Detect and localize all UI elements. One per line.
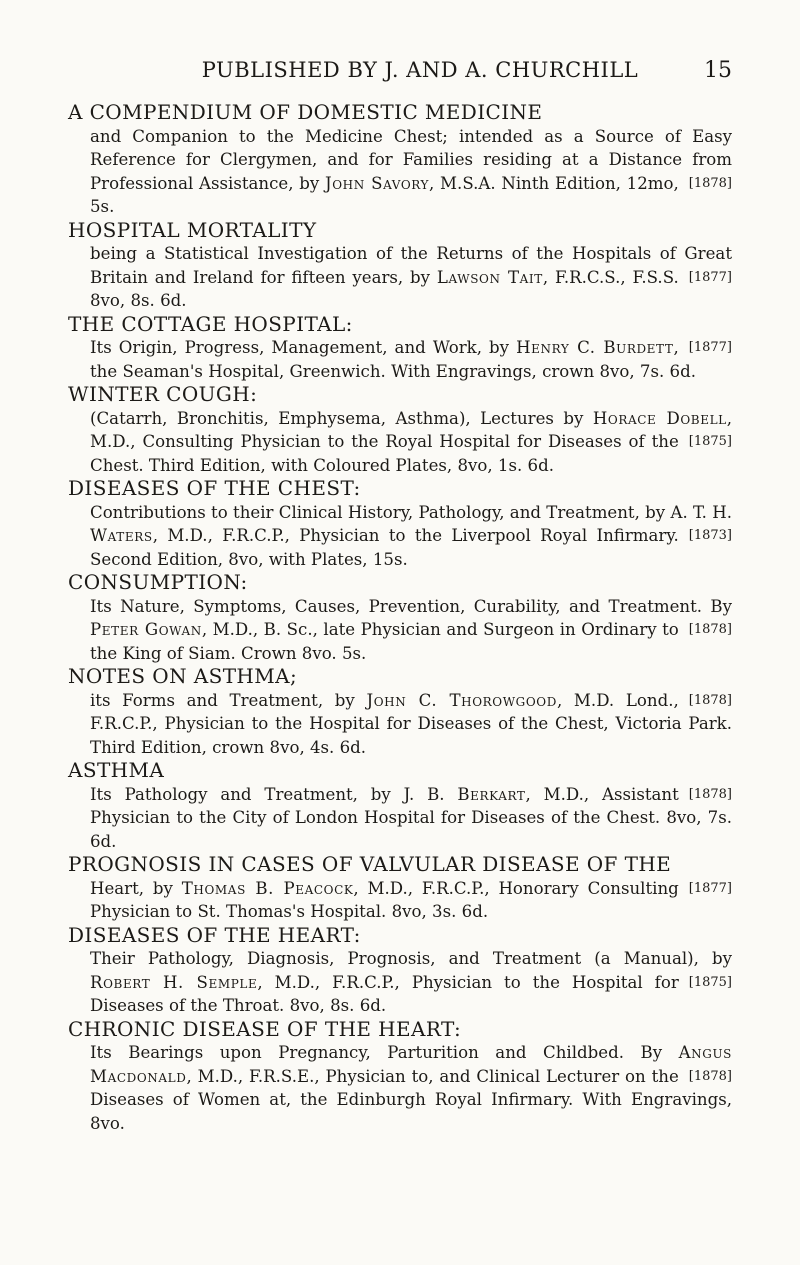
- entry-text: , M.S.A. Ninth Edition, 12mo, 5s.: [90, 173, 679, 216]
- entry-body: [90, 783, 732, 854]
- catalogue-entry: [68, 1018, 732, 1136]
- catalogue-entry: [68, 219, 732, 313]
- entry-year: [1875]: [688, 434, 732, 449]
- entry-title: ASTHMA: [68, 758, 165, 782]
- entry-title: A COMPENDIUM OF DOMESTIC MEDICINE: [68, 100, 543, 124]
- entry-text: Its Pathology and Treatment, by J. B.: [90, 784, 458, 804]
- entry-text: , M.D., F.R.C.P., Physician to the Hospital for Diseases of the Throat. 8vo, 8s. 6d.: [90, 972, 679, 1015]
- entry-title: NOTES ON ASTHMA;: [68, 664, 298, 688]
- entry-text: , M.D., Assistant Physician to the City of London Hospital for Diseases of the Chest. 8vo, 7s. 6d.: [90, 784, 732, 851]
- entry-body: [90, 689, 732, 760]
- entry-text: Its Bearings upon Pregnancy, Parturition and Childbed. By: [90, 1043, 679, 1062]
- entry-year: [1877]: [688, 269, 732, 285]
- entry-body: [90, 407, 732, 478]
- catalogue-entry: [68, 313, 732, 384]
- entry-text: and Companion to the Medicine Chest; intended as a Source of Easy Reference for Clergymen, and for Families residing at a Distance from Professional Assistance, by: [90, 126, 732, 193]
- page-number: 15: [704, 58, 732, 83]
- entry-year: [1878]: [688, 692, 732, 708]
- entry-text: , M.D., B. Sc., late Physician and Surgeon in Ordinary to the King of Siam. Crown 8vo. 5s.: [90, 620, 679, 663]
- entry-title: WINTER COUGH:: [68, 382, 258, 406]
- entry-text: Contributions to their Clinical History, Pathology, and Treatment, by A. T. H.: [90, 502, 732, 522]
- entry-body: [90, 947, 732, 1018]
- entry-text: Its Origin, Progress, Management, and Work, by: [90, 338, 517, 357]
- entry-author: Thomas B. Peacock: [181, 878, 354, 898]
- entry-text: (Catarrh, Bronchitis, Emphysema, Asthma), Lectures by: [90, 408, 593, 428]
- entry-year: [1873]: [688, 528, 732, 543]
- entry-title: THE COTTAGE HOSPITAL:: [68, 311, 353, 336]
- entry-body: [90, 501, 732, 572]
- entry-body: [90, 125, 732, 219]
- entry-author: John Savory: [324, 173, 430, 193]
- entry-year: [1878]: [688, 175, 732, 191]
- entry-year: [1878]: [688, 786, 732, 802]
- running-title: PUBLISHED BY J. AND A. CHURCHILL: [201, 58, 639, 82]
- entry-text: , F.R.C.S., F.S.S. 8vo, 8s. 6d.: [90, 267, 679, 310]
- entry-author: Lawson Tait: [436, 267, 543, 287]
- entry-text: , M.D., Consulting Physician to the Royal Hospital for Diseases of the Chest. Third Edition, with Coloured Plates, 8vo, 1s. 6d.: [90, 408, 732, 475]
- entry-text: Their Pathology, Diagnosis, Prognosis, and Treatment (a Manual), by: [90, 949, 732, 968]
- entry-title: PROGNOSIS IN CASES OF VALVULAR DISEASE OF THE: [68, 852, 672, 876]
- catalogue-entry: [68, 571, 732, 665]
- entry-author: Angus Macdonald: [90, 1043, 732, 1086]
- entry-text: Heart, by: [90, 878, 182, 898]
- entry-body: [90, 242, 732, 313]
- entry-author: Horace Dobell: [592, 408, 727, 428]
- entry-body: [90, 595, 732, 666]
- catalogue-entry: [68, 383, 732, 477]
- entry-text: its Forms and Treatment, by: [90, 690, 367, 710]
- entry-year: [1878]: [688, 1068, 732, 1084]
- catalogue-entry: [68, 924, 732, 1018]
- entry-title: CONSUMPTION:: [68, 570, 248, 594]
- entry-author: Berkart: [457, 784, 526, 804]
- entry-title: CHRONIC DISEASE OF THE HEART:: [68, 1016, 462, 1041]
- entry-text: , M.D., F.R.C.P., Honorary Consulting Physician to St. Thomas's Hospital. 8vo, 3s. 6d.: [90, 878, 679, 921]
- entry-year: [1875]: [688, 974, 732, 990]
- entry-text: , M.D. Lond., F.R.C.P., Physician to the Hospital for Diseases of the Chest, Victoria Park. Third Edition, crown 8vo, 4s. 6d.: [90, 690, 732, 757]
- entry-title: DISEASES OF THE HEART:: [68, 922, 361, 947]
- entry-body: [90, 336, 732, 383]
- entry-text: , M.D., F.R.C.P., Physician to the Liverpool Royal Infirmary. Second Edition, 8vo, with Plates, 15s.: [90, 526, 679, 569]
- entry-title: HOSPITAL MORTALITY: [68, 217, 317, 242]
- entry-title: DISEASES OF THE CHEST:: [68, 476, 361, 500]
- entry-year: [1877]: [688, 880, 732, 896]
- catalogue-entries: [68, 101, 732, 1135]
- entry-text: being a Statistical Investigation of the Returns of the Hospitals of Great Britain and Ireland for fifteen years, by: [90, 244, 732, 287]
- running-head: [68, 58, 732, 84]
- entry-text: , the Seaman's Hospital, Greenwich. With Engravings, crown 8vo, 7s. 6d.: [90, 338, 697, 381]
- catalogue-entry: [68, 477, 732, 571]
- catalogue-entry: [68, 101, 732, 219]
- entry-author: Waters: [90, 526, 153, 545]
- catalogue-entry: [68, 759, 732, 853]
- catalogue-entry: [68, 665, 732, 759]
- entry-author: Henry C. Burdett: [516, 338, 674, 357]
- catalogue-entry: [68, 853, 732, 924]
- entry-author: John C. Thorowgood: [366, 690, 557, 710]
- entry-author: Robert H. Semple: [90, 972, 258, 992]
- entry-text: Its Nature, Symptoms, Causes, Prevention, Curability, and Treatment. By: [90, 596, 732, 616]
- entry-body: [90, 877, 732, 924]
- entry-author: Peter Gowan: [90, 620, 202, 639]
- entry-year: [1878]: [688, 622, 732, 637]
- entry-year: [1877]: [688, 340, 732, 355]
- entry-body: [90, 1041, 732, 1135]
- entry-text: , M.D., F.R.S.E., Physician to, and Clinical Lecturer on the Diseases of Women at, the Edinburgh Royal Infirmary. With Engravings, 8vo.: [90, 1066, 732, 1133]
